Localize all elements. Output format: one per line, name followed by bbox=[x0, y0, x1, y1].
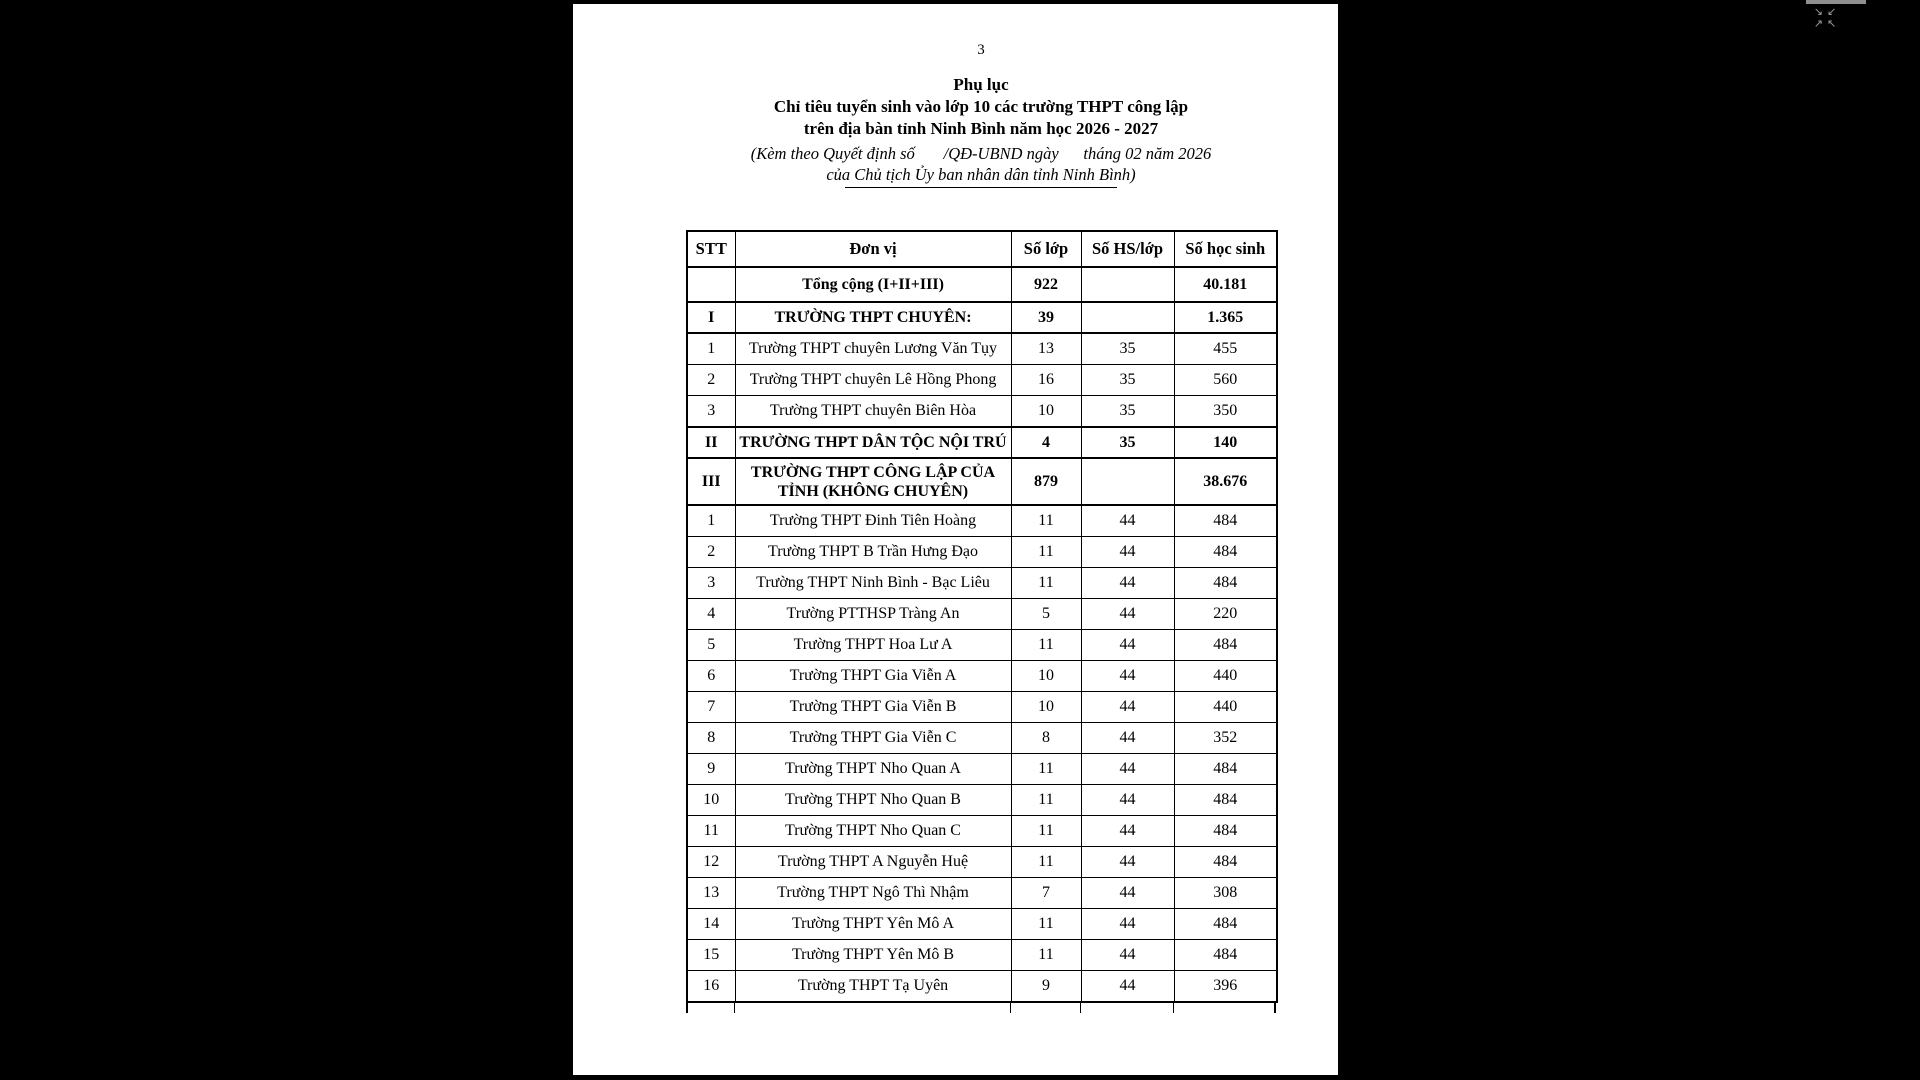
cell-name: Trường THPT chuyên Biên Hòa bbox=[735, 396, 1011, 428]
cell-so-lop: 10 bbox=[1011, 692, 1081, 723]
decision-note-line1: (Kèm theo Quyết định số /QĐ-UBND ngày tháng 02 năm 2026 bbox=[750, 144, 1212, 163]
cell-name: Tổng cộng (I+II+III) bbox=[735, 267, 1011, 302]
cell-name: TRƯỜNG THPT CHUYÊN: bbox=[735, 302, 1011, 333]
table-row bbox=[687, 427, 1277, 458]
cell-name: Trường THPT Gia Viễn C bbox=[735, 723, 1011, 754]
cell-so-hs-lop bbox=[1081, 302, 1174, 333]
table-row bbox=[687, 333, 1277, 365]
cell-name: Trường THPT Yên Mô B bbox=[735, 940, 1011, 971]
cell-so-hoc-sinh: 396 bbox=[1174, 971, 1277, 1003]
cell-so-hoc-sinh: 38.676 bbox=[1174, 458, 1277, 505]
cell-so-hs-lop: 44 bbox=[1081, 816, 1174, 847]
cell-name: Trường THPT chuyên Lương Văn Tụy bbox=[735, 333, 1011, 365]
cell-so-hs-lop: 44 bbox=[1081, 754, 1174, 785]
cell-so-hs-lop: 44 bbox=[1081, 847, 1174, 878]
cell-so-hs-lop: 35 bbox=[1081, 396, 1174, 428]
cell-so-hoc-sinh: 1.365 bbox=[1174, 302, 1277, 333]
cell-so-lop: 4 bbox=[1011, 427, 1081, 458]
cell-so-lop: 11 bbox=[1011, 537, 1081, 568]
cell-stt: 1 bbox=[687, 333, 735, 365]
scrollbar-fragment bbox=[1806, 0, 1866, 4]
cell-so-hs-lop bbox=[1081, 267, 1174, 302]
cell-name: Trường THPT Gia Viễn A bbox=[735, 661, 1011, 692]
cell-so-hoc-sinh: 455 bbox=[1174, 333, 1277, 365]
cell-so-hoc-sinh: 352 bbox=[1174, 723, 1277, 754]
cell-name: Trường THPT Nho Quan C bbox=[735, 816, 1011, 847]
cell-name: Trường THPT B Trần Hưng Đạo bbox=[735, 537, 1011, 568]
cell-stt: 3 bbox=[687, 568, 735, 599]
cell-stt: 14 bbox=[687, 909, 735, 940]
cell-stt: 5 bbox=[687, 630, 735, 661]
cell-so-lop: 11 bbox=[1011, 847, 1081, 878]
cell-so-hoc-sinh: 484 bbox=[1174, 537, 1277, 568]
table-row bbox=[687, 267, 1277, 302]
table-header-row bbox=[687, 231, 1277, 267]
table-row bbox=[687, 785, 1277, 816]
cell-stt: 2 bbox=[687, 537, 735, 568]
cell-so-hs-lop: 44 bbox=[1081, 723, 1174, 754]
table-row bbox=[687, 396, 1277, 428]
table-body bbox=[687, 267, 1277, 1002]
document-content bbox=[686, 4, 1276, 1013]
cell-so-hoc-sinh: 440 bbox=[1174, 692, 1277, 723]
cell-stt: 11 bbox=[687, 816, 735, 847]
cell-name: Trường THPT Hoa Lư A bbox=[735, 630, 1011, 661]
document-title-line2: trên địa bàn tỉnh Ninh Bình năm học 2026 - 2027 bbox=[803, 119, 1159, 138]
enrollment-quota-table bbox=[686, 230, 1278, 1003]
cell-so-lop: 11 bbox=[1011, 568, 1081, 599]
table-row bbox=[687, 723, 1277, 754]
cell-so-lop: 8 bbox=[1011, 723, 1081, 754]
cell-so-hs-lop: 44 bbox=[1081, 971, 1174, 1003]
cell-so-lop: 922 bbox=[1011, 267, 1081, 302]
exit-fullscreen-icon[interactable] bbox=[1806, 6, 1848, 34]
cell-stt: 7 bbox=[687, 692, 735, 723]
col-header-so-hoc-sinh: Số học sinh bbox=[1174, 231, 1277, 267]
cell-so-hs-lop: 44 bbox=[1081, 505, 1174, 537]
cell-so-lop: 11 bbox=[1011, 785, 1081, 816]
table-row bbox=[687, 458, 1277, 505]
cell-stt bbox=[687, 267, 735, 302]
cell-name: Trường PTTHSP Tràng An bbox=[735, 599, 1011, 630]
cell-so-hs-lop: 44 bbox=[1081, 599, 1174, 630]
cell-stt: II bbox=[687, 427, 735, 458]
heading-rule bbox=[845, 187, 1117, 188]
cell-stt: III bbox=[687, 458, 735, 505]
cell-so-lop: 9 bbox=[1011, 971, 1081, 1003]
cell-so-lop: 7 bbox=[1011, 878, 1081, 909]
cell-name: TRƯỜNG THPT CÔNG LẬP CỦA TỈNH (KHÔNG CHUYÊN) bbox=[735, 458, 1011, 505]
cell-name: Trường THPT Gia Viễn B bbox=[735, 692, 1011, 723]
cell-stt: I bbox=[687, 302, 735, 333]
cell-name: Trường THPT Ninh Bình - Bạc Liêu bbox=[735, 568, 1011, 599]
cell-so-hoc-sinh: 484 bbox=[1174, 505, 1277, 537]
cell-name: Trường THPT Yên Mô A bbox=[735, 909, 1011, 940]
cell-so-hoc-sinh: 560 bbox=[1174, 365, 1277, 396]
table-row bbox=[687, 302, 1277, 333]
cell-so-hs-lop: 44 bbox=[1081, 909, 1174, 940]
table-row bbox=[687, 630, 1277, 661]
cell-so-lop: 5 bbox=[1011, 599, 1081, 630]
cell-stt: 9 bbox=[687, 754, 735, 785]
cell-so-hs-lop: 44 bbox=[1081, 785, 1174, 816]
cell-so-hoc-sinh: 40.181 bbox=[1174, 267, 1277, 302]
cell-name: Trường THPT chuyên Lê Hồng Phong bbox=[735, 365, 1011, 396]
cell-so-hoc-sinh: 140 bbox=[1174, 427, 1277, 458]
cell-so-hs-lop: 44 bbox=[1081, 568, 1174, 599]
cell-so-hoc-sinh: 308 bbox=[1174, 878, 1277, 909]
decision-note-line2: của Chủ tịch Ủy ban nhân dân tỉnh Ninh Bình) bbox=[826, 165, 1136, 184]
table-row bbox=[687, 365, 1277, 396]
cell-so-lop: 11 bbox=[1011, 816, 1081, 847]
document-page bbox=[573, 4, 1338, 1075]
table-row bbox=[687, 568, 1277, 599]
col-header-so-lop: Số lớp bbox=[1011, 231, 1081, 267]
cell-so-hoc-sinh: 484 bbox=[1174, 940, 1277, 971]
cell-name: Trường THPT Tạ Uyên bbox=[735, 971, 1011, 1003]
cell-so-lop: 39 bbox=[1011, 302, 1081, 333]
cell-so-hs-lop: 44 bbox=[1081, 940, 1174, 971]
table-row bbox=[687, 661, 1277, 692]
cell-so-lop: 10 bbox=[1011, 661, 1081, 692]
cell-so-hs-lop: 44 bbox=[1081, 630, 1174, 661]
cell-so-hs-lop: 35 bbox=[1081, 365, 1174, 396]
cell-so-lop: 11 bbox=[1011, 909, 1081, 940]
cell-so-hs-lop: 44 bbox=[1081, 537, 1174, 568]
table-row bbox=[687, 971, 1277, 1003]
cell-stt: 2 bbox=[687, 365, 735, 396]
table-row bbox=[687, 599, 1277, 630]
cell-stt: 4 bbox=[687, 599, 735, 630]
cell-stt: 3 bbox=[687, 396, 735, 428]
table-row bbox=[687, 940, 1277, 971]
cell-so-lop: 11 bbox=[1011, 505, 1081, 537]
cell-so-hs-lop: 44 bbox=[1081, 692, 1174, 723]
cell-so-lop: 16 bbox=[1011, 365, 1081, 396]
cell-name: Trường THPT Nho Quan A bbox=[735, 754, 1011, 785]
table-row bbox=[687, 847, 1277, 878]
cell-stt: 10 bbox=[687, 785, 735, 816]
cell-so-hoc-sinh: 484 bbox=[1174, 630, 1277, 661]
document-title-line1: Chỉ tiêu tuyển sinh vào lớp 10 các trường THPT công lập bbox=[773, 97, 1189, 116]
cell-so-hs-lop bbox=[1081, 458, 1174, 505]
cell-so-hs-lop: 44 bbox=[1081, 661, 1174, 692]
cell-so-hoc-sinh: 484 bbox=[1174, 754, 1277, 785]
cell-name: TRƯỜNG THPT DÂN TỘC NỘI TRÚ bbox=[735, 427, 1011, 458]
cell-so-lop: 11 bbox=[1011, 630, 1081, 661]
cell-so-hoc-sinh: 484 bbox=[1174, 816, 1277, 847]
table-row bbox=[687, 692, 1277, 723]
appendix-title: Phụ lục bbox=[953, 75, 1009, 94]
cell-so-lop: 10 bbox=[1011, 396, 1081, 428]
cell-so-hoc-sinh: 440 bbox=[1174, 661, 1277, 692]
cell-so-lop: 11 bbox=[1011, 940, 1081, 971]
cell-name: Trường THPT A Nguyễn Huệ bbox=[735, 847, 1011, 878]
cell-so-hoc-sinh: 220 bbox=[1174, 599, 1277, 630]
table-row bbox=[687, 754, 1277, 785]
page-number: 3 bbox=[977, 42, 985, 58]
cell-so-hoc-sinh: 484 bbox=[1174, 847, 1277, 878]
cell-so-lop: 13 bbox=[1011, 333, 1081, 365]
cell-so-hs-lop: 44 bbox=[1081, 878, 1174, 909]
col-header-stt: STT bbox=[687, 231, 735, 267]
cell-so-hoc-sinh: 484 bbox=[1174, 909, 1277, 940]
cell-so-lop: 11 bbox=[1011, 754, 1081, 785]
cell-so-hs-lop: 35 bbox=[1081, 333, 1174, 365]
cell-so-hoc-sinh: 350 bbox=[1174, 396, 1277, 428]
clipped-next-row bbox=[686, 1003, 1276, 1013]
table-row bbox=[687, 878, 1277, 909]
table-row bbox=[687, 505, 1277, 537]
cell-stt: 15 bbox=[687, 940, 735, 971]
cell-name: Trường THPT Nho Quan B bbox=[735, 785, 1011, 816]
cell-stt: 8 bbox=[687, 723, 735, 754]
table-row bbox=[687, 816, 1277, 847]
table-row bbox=[687, 909, 1277, 940]
cell-stt: 1 bbox=[687, 505, 735, 537]
cell-name: Trường THPT Đinh Tiên Hoàng bbox=[735, 505, 1011, 537]
cell-stt: 6 bbox=[687, 661, 735, 692]
col-header-don-vi: Đơn vị bbox=[735, 231, 1011, 267]
exit-fullscreen-icon-top: ↘↙ bbox=[1813, 5, 1841, 18]
cell-stt: 12 bbox=[687, 847, 735, 878]
cell-so-hoc-sinh: 484 bbox=[1174, 568, 1277, 599]
cell-stt: 13 bbox=[687, 878, 735, 909]
col-header-so-hs-lop: Số HS/lớp bbox=[1081, 231, 1174, 267]
exit-fullscreen-icon-bottom: ↗↖ bbox=[1813, 17, 1841, 30]
cell-so-hoc-sinh: 484 bbox=[1174, 785, 1277, 816]
cell-so-hs-lop: 35 bbox=[1081, 427, 1174, 458]
cell-so-lop: 879 bbox=[1011, 458, 1081, 505]
table-row bbox=[687, 537, 1277, 568]
cell-name: Trường THPT Ngô Thì Nhậm bbox=[735, 878, 1011, 909]
cell-stt: 16 bbox=[687, 971, 735, 1003]
